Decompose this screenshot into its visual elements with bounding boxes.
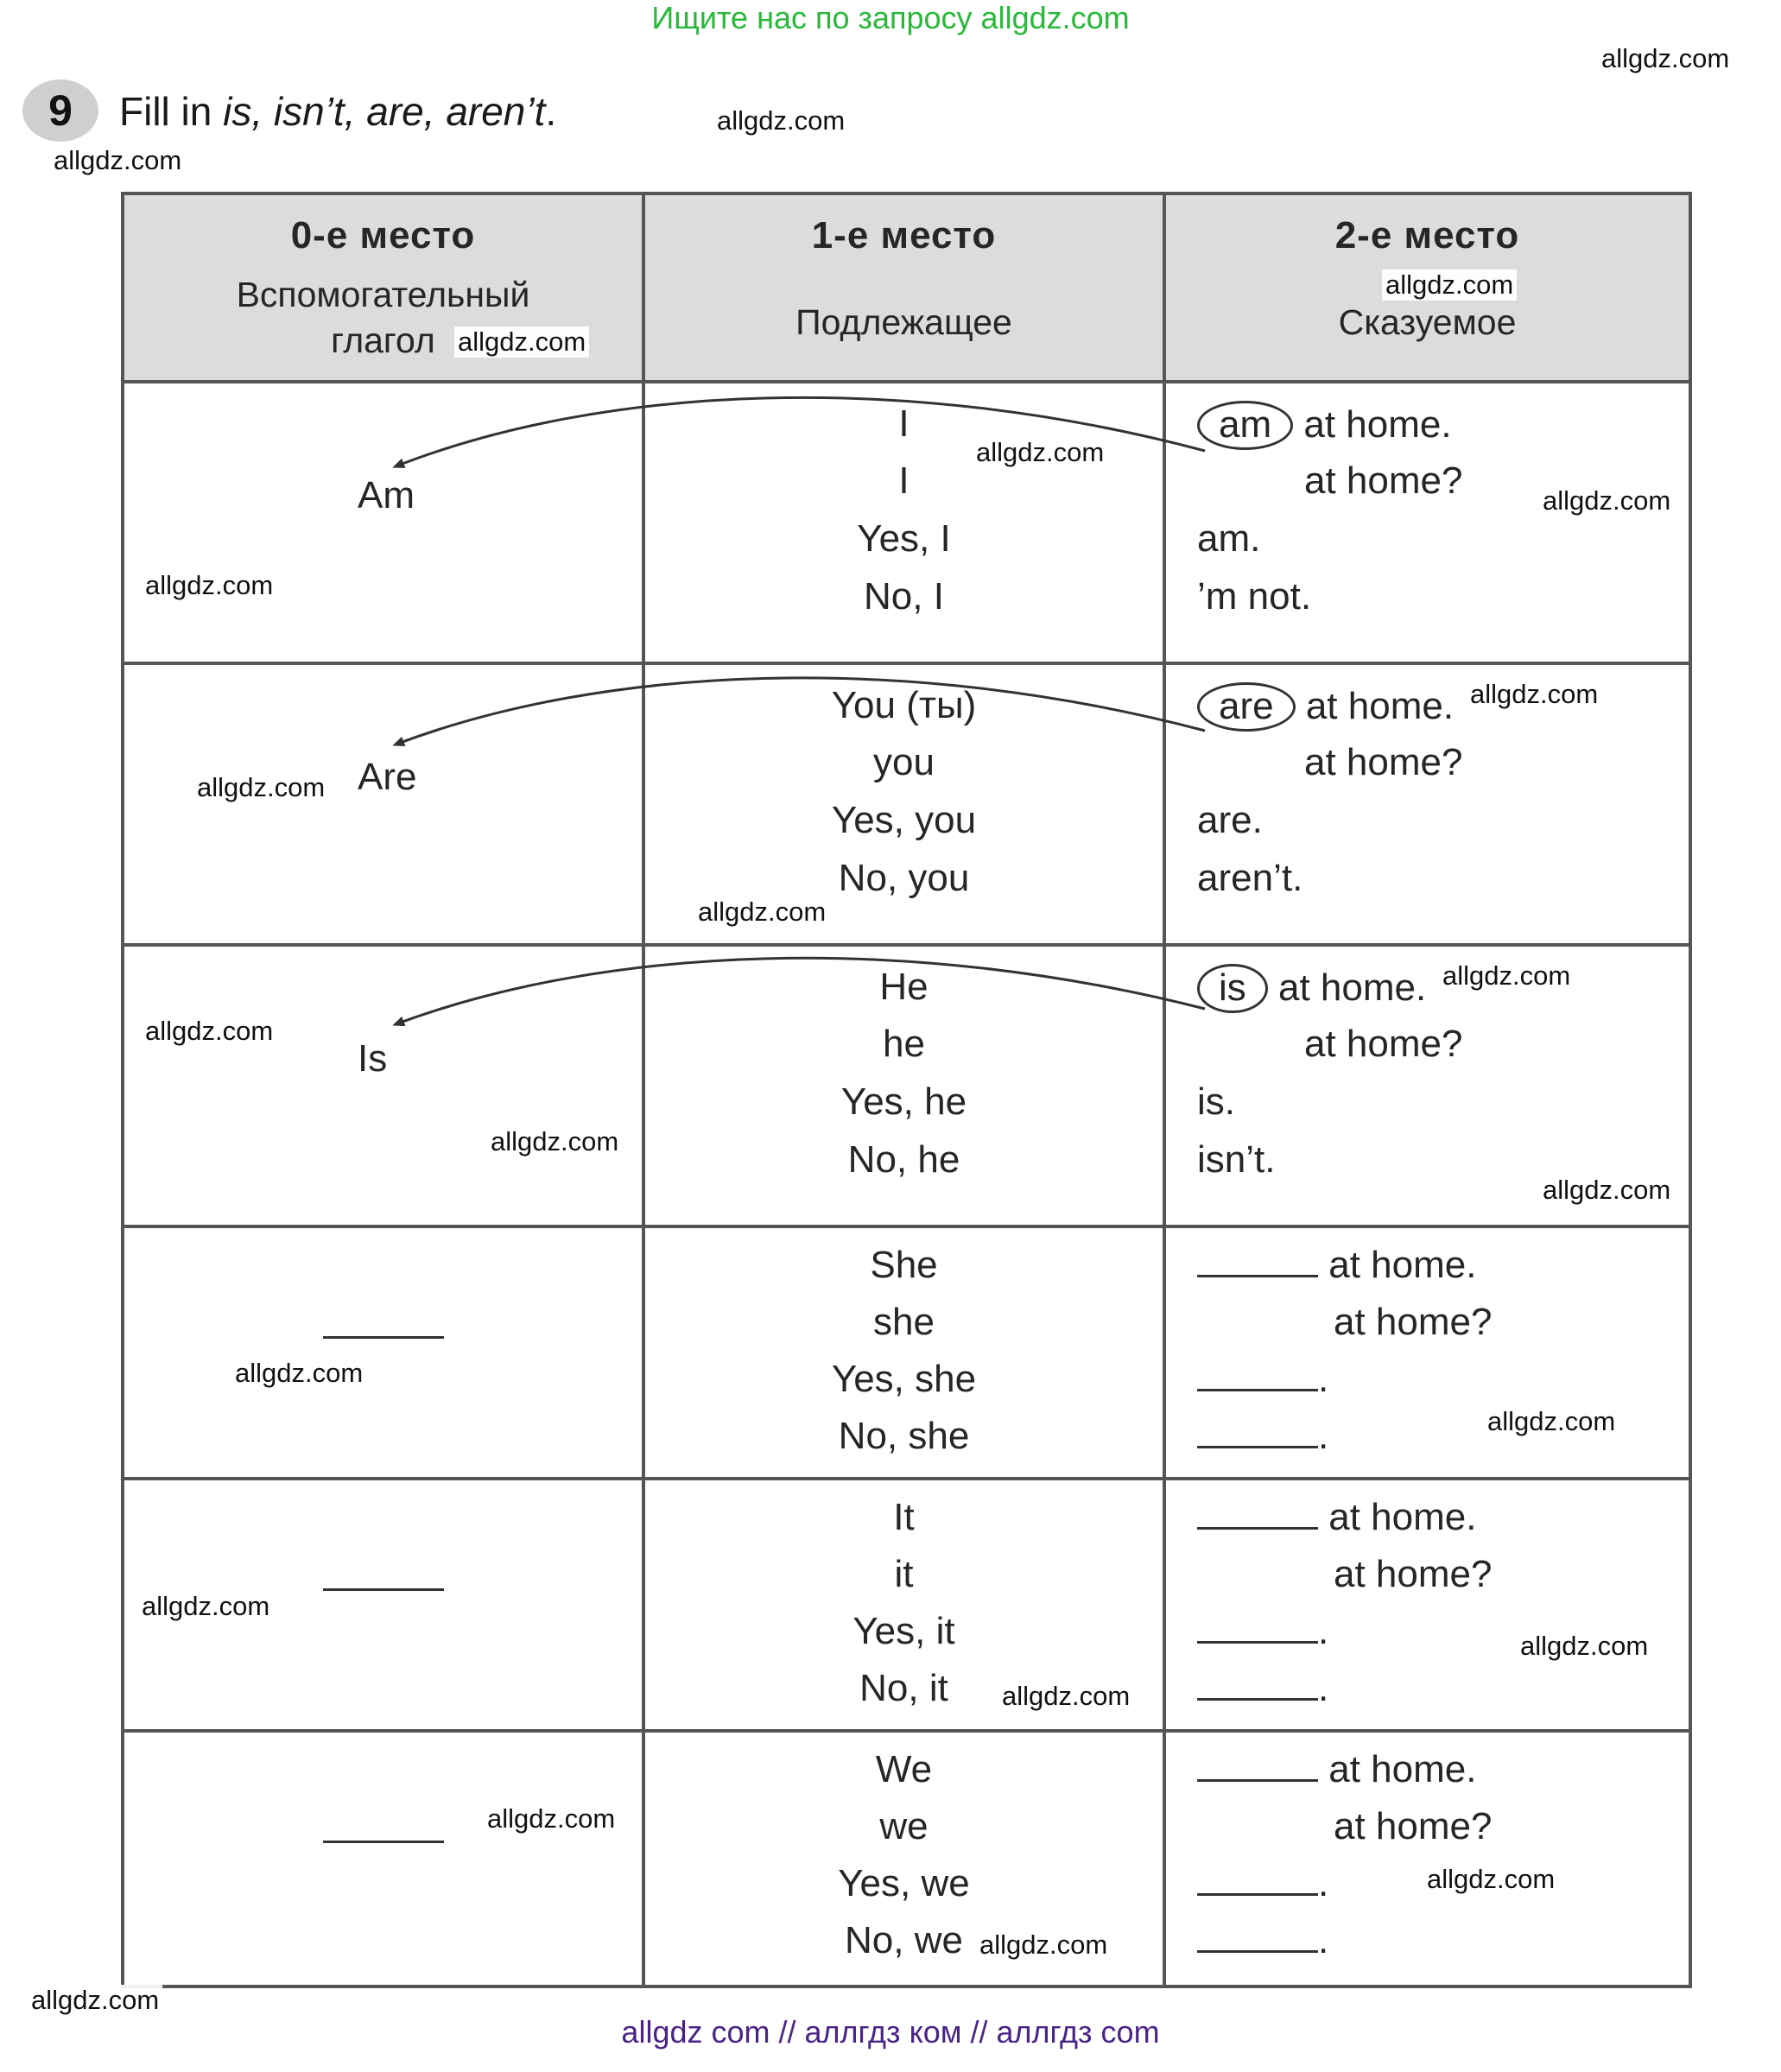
exercise-number-badge: 9 (22, 79, 98, 142)
subject-line: She (870, 1244, 938, 1286)
subject-line: It (893, 1496, 915, 1538)
header-col-aux-sub1: Вспомогательный (236, 275, 530, 314)
subject-line: No, he (847, 1138, 960, 1181)
subject-line: He (879, 966, 929, 1008)
predicate-text: at home. (1328, 1496, 1477, 1538)
watermark: allgdz.com (1484, 1406, 1619, 1437)
predicate-line: at home? (1304, 741, 1463, 783)
subject-line: I (898, 459, 910, 502)
predicate-text: at home. (1328, 1748, 1477, 1790)
watermark: allgdz.com (487, 1126, 622, 1157)
aux-verb: Are (358, 756, 417, 798)
header-col-aux-sub2: глагол (331, 320, 435, 361)
predicate-period: . (1318, 1862, 1329, 1904)
header-col-subject-sub: Подлежащее (795, 302, 1012, 342)
arrow-are (396, 678, 1205, 745)
predicate-period: . (1318, 1919, 1329, 1961)
watermark: allgdz.com (454, 326, 589, 358)
predicate-period: . (1318, 1610, 1329, 1652)
predicate-period: . (1318, 1358, 1329, 1400)
subject-line: I (898, 402, 910, 445)
predicate-line: at home? (1304, 1023, 1463, 1065)
instruction-words: is, isn’t, are, aren’t (223, 89, 546, 134)
watermark: allgdz.com (50, 145, 185, 176)
subject-line: it (894, 1553, 914, 1595)
watermark: allgdz.com (1382, 269, 1517, 301)
watermark: allgdz.com (1439, 960, 1574, 992)
predicate-line: at home? (1334, 1805, 1493, 1847)
watermark: allgdz.com (484, 1803, 618, 1834)
predicate-text: at home. (1328, 1244, 1477, 1286)
subject-line: No, it (859, 1667, 948, 1709)
predicate-line: ’m not. (1197, 575, 1312, 618)
watermark: allgdz.com (142, 1016, 276, 1047)
watermark: allgdz.com (142, 570, 276, 601)
watermark: allgdz.com (998, 1681, 1133, 1712)
watermark: allgdz.com (28, 1985, 162, 2016)
subject-line: We (875, 1748, 933, 1790)
circled-verb: are (1197, 682, 1296, 732)
subject-line: No, you (838, 857, 970, 899)
header-col-predicate-title: 2-е место (1334, 214, 1520, 257)
header-col-subject-title: 1-е место (811, 214, 997, 257)
watermark: allgdz.com (694, 897, 829, 928)
header-col-aux-title: 0-е место (290, 214, 476, 257)
watermark: allgdz.com (193, 772, 328, 803)
subject-line: Yes, you (831, 799, 977, 841)
subject-line: Yes, he (840, 1080, 967, 1123)
watermark: allgdz.com (1539, 1175, 1674, 1206)
predicate-text: at home. (1303, 403, 1452, 446)
predicate-text: at home. (1278, 966, 1427, 1009)
subject-line: Yes, we (838, 1862, 970, 1904)
subject-line: No, I (864, 575, 944, 618)
subject-line: Yes, it (852, 1610, 955, 1652)
subject-line: No, we (845, 1919, 963, 1961)
predicate-text: at home. (1305, 685, 1455, 727)
watermark: allgdz.com (1517, 1631, 1651, 1662)
watermark: allgdz.com (1539, 485, 1674, 516)
instruction-prefix: Fill in (119, 89, 224, 134)
predicate-line: at home? (1334, 1301, 1493, 1343)
watermark: allgdz.com (973, 437, 1107, 468)
predicate-period: . (1318, 1415, 1329, 1457)
watermark: allgdz.com (1423, 1864, 1558, 1895)
subject-line: Yes, I (857, 517, 951, 560)
predicate-line: isn’t. (1197, 1138, 1276, 1181)
instruction-suffix: . (545, 89, 557, 134)
bottom-banner[interactable]: allgdz com // аллгдз ком // аллгдз com (621, 2014, 1160, 2050)
predicate-line: is. (1197, 1080, 1235, 1123)
watermark: allgdz.com (976, 1929, 1111, 1961)
watermark: allgdz.com (1467, 679, 1601, 710)
predicate-period: . (1318, 1667, 1329, 1709)
predicate-line: at home? (1334, 1553, 1493, 1595)
subject-line: you (873, 741, 935, 783)
top-banner[interactable]: Ищите нас по запросу allgdz.com (651, 0, 1130, 35)
predicate-line: at home? (1304, 459, 1463, 502)
aux-verb: Am (358, 474, 415, 516)
predicate-line: am. (1197, 517, 1261, 560)
circled-verb: is (1197, 964, 1268, 1013)
subject-line: we (879, 1805, 929, 1847)
subject-line: she (873, 1301, 935, 1343)
watermark: allgdz.com (1598, 43, 1733, 74)
header-col-predicate-sub: Сказуемое (1338, 302, 1517, 342)
predicate-line: are. (1197, 799, 1263, 841)
predicate-line: aren’t. (1197, 857, 1303, 899)
circled-verb: am (1197, 401, 1293, 450)
watermark: allgdz.com (713, 105, 848, 136)
subject-line: You (ты) (831, 684, 977, 726)
aux-verb: Is (358, 1037, 388, 1080)
subject-line: Yes, she (831, 1358, 977, 1400)
watermark: allgdz.com (138, 1591, 273, 1622)
subject-line: he (883, 1023, 925, 1065)
subject-line: No, she (838, 1415, 970, 1457)
arrow-is (396, 958, 1205, 1024)
watermark: allgdz.com (231, 1358, 366, 1389)
